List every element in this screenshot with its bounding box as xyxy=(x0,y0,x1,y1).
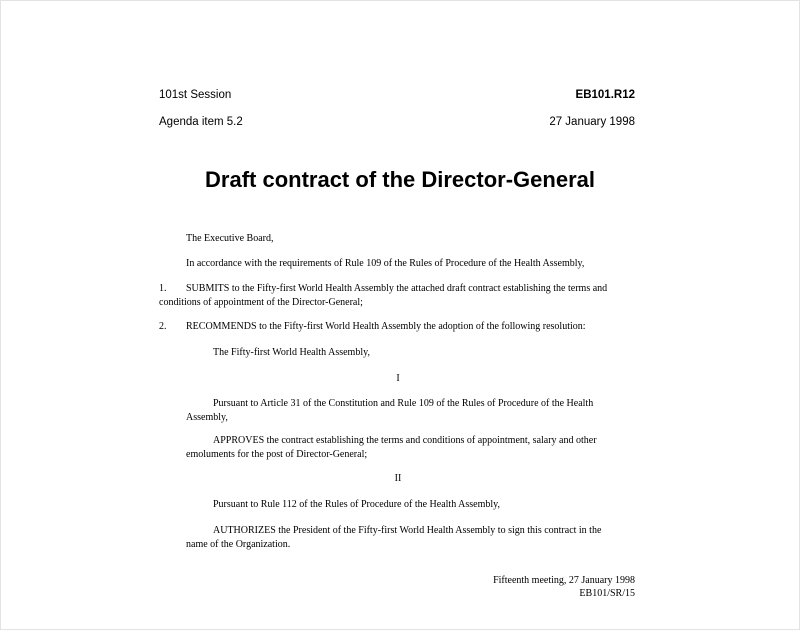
para-I-pursuant-line-1: Pursuant to Article 31 of the Constitution and Rule 109 of the Rules of Procedure of the Health xyxy=(213,398,594,409)
item-2-text: RECOMMENDS to the Fifty-first World Health Assembly the adoption of the following resolution: xyxy=(186,321,586,332)
session-label: 101st Session xyxy=(159,89,232,101)
intro-rule-109: In accordance with the requirements of Rule 109 of the Rules of Procedure of the Health Assembly, xyxy=(186,258,585,269)
section-heading-II: II xyxy=(394,473,402,484)
resolution-preamble: The Fifty-first World Health Assembly, xyxy=(213,347,370,358)
document-symbol: EB101.R12 xyxy=(575,89,635,101)
para-II-authorizes-line-1: AUTHORIZES the President of the Fifty-first World Health Assembly to sign this contract in the xyxy=(213,525,602,536)
item-1-line-1: SUBMITS to the Fifty-first World Health Assembly the attached draft contract establishing the terms and xyxy=(186,283,608,294)
para-I-approves-line-1: APPROVES the contract establishing the terms and conditions of appointment, salary and other xyxy=(213,435,597,446)
para-I-pursuant-line-2: Assembly, xyxy=(186,411,228,423)
para-I-approves-line-2: emoluments for the post of Director-General; xyxy=(186,448,368,460)
document-date: 27 January 1998 xyxy=(549,116,635,128)
meeting-reference: Fifteenth meeting, 27 January 1998 xyxy=(493,575,635,586)
summary-record-symbol: EB101/SR/15 xyxy=(579,588,635,599)
para-II-pursuant: Pursuant to Rule 112 of the Rules of Procedure of the Health Assembly, xyxy=(213,499,500,510)
para-II-authorizes-line-2: name of the Organization. xyxy=(186,538,291,550)
intro-executive-board: The Executive Board, xyxy=(186,233,274,244)
page-title: Draft contract of the Director-General xyxy=(205,167,595,192)
item-1-line-2: conditions of appointment of the Director-General; xyxy=(159,296,363,308)
item-2-number: 2. xyxy=(159,321,167,332)
agenda-item: Agenda item 5.2 xyxy=(159,116,243,128)
item-1-number: 1. xyxy=(159,283,167,294)
section-heading-I: I xyxy=(396,373,400,384)
